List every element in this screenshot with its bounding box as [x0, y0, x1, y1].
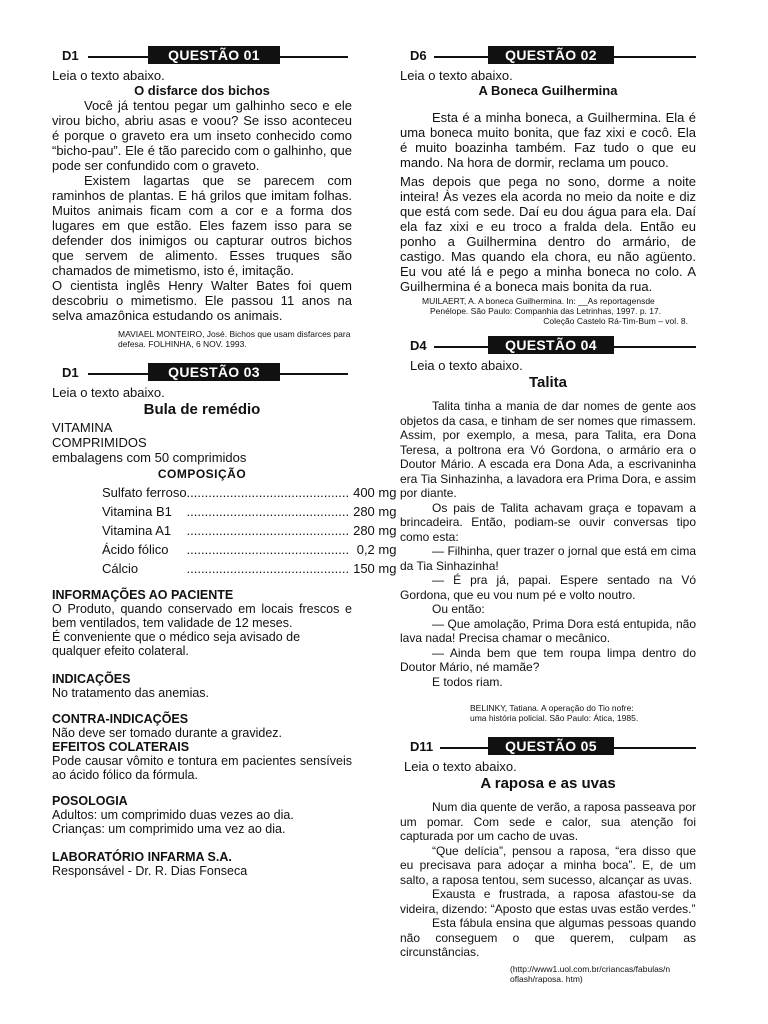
section-text: O Produto, quando conservado em locais frescos e bem ventilados, tem validade de 12 meses. — [52, 602, 352, 630]
dialogue-line: — Ainda bem que tem roupa limpa dentro do Doutor Mário, né mamãe? — [400, 645, 696, 674]
section-text: No tratamento das anemias. — [52, 686, 210, 700]
section-heading: EFEITOS COLATERAIS — [52, 740, 190, 754]
header-rule — [614, 56, 696, 58]
section-text: Não deve ser tomado durante a gravidez. — [52, 726, 282, 740]
question-header — [400, 336, 696, 356]
question-01 — [52, 46, 352, 349]
dot-leader: ............................................. — [186, 485, 350, 500]
instruction: Leia o texto abaixo. — [400, 68, 513, 83]
ingredient-amount: 400 mg — [353, 485, 397, 500]
ingredient-amount: 280 mg — [353, 504, 397, 519]
ingredient-name: Sulfato ferroso — [102, 485, 187, 500]
question-number-bar: QUESTÃO 04 — [488, 336, 614, 354]
question-05 — [400, 737, 696, 984]
descriptor-code: D6 — [410, 48, 427, 63]
left-column — [52, 46, 397, 878]
text-title: A Boneca Guilhermina — [478, 83, 618, 98]
header-rule — [280, 373, 348, 375]
text-title: O disfarce dos bichos — [134, 83, 270, 98]
question-03 — [52, 363, 397, 878]
descriptor-code: D1 — [62, 48, 79, 63]
source-reference: (http://www1.uol.com.br/criancas/fabulas/n — [510, 963, 671, 974]
source-reference: uma história policial. São Paulo: Ática, 1985. — [470, 713, 639, 723]
right-column — [400, 46, 696, 984]
instruction: Leia o texto abaixo. — [52, 68, 165, 83]
ingredient-name: Ácido fólico — [102, 542, 169, 557]
text-title: Bula de remédio — [143, 401, 261, 418]
composition-title: COMPOSIÇÃO — [157, 467, 247, 481]
section-text: Crianças: um comprimido uma vez ao dia. — [52, 822, 286, 836]
section-text: Adultos: um comprimido duas vezes ao dia. — [52, 808, 294, 822]
source-reference: Coleção Castelo Rá-Tim-Bum – vol. 8. — [543, 316, 688, 326]
header-rule — [614, 747, 696, 749]
question-header — [400, 46, 696, 66]
talita-text — [400, 399, 696, 689]
dot-leader: ............................................. — [186, 523, 350, 538]
composition-row — [102, 540, 396, 559]
source-reference: oflash/raposa. htm) — [510, 973, 583, 984]
ingredient-name: Vitamina B1 — [102, 504, 172, 519]
header-rule — [280, 56, 348, 58]
ingredient-amount: 280 mg — [353, 523, 397, 538]
paragraph: Ou então: — [432, 602, 485, 616]
composition-table — [102, 483, 396, 578]
composition-row — [102, 502, 396, 521]
ingredient-amount: 0,2 mg — [356, 542, 397, 557]
section-heading: INDICAÇÕES — [52, 672, 131, 686]
paragraph: Esta é a minha boneca, a Guilhermina. Ela é uma boneca muito bonita, que faz xixi e cocô. Ela é muito boazinha também. Faz tudo o que eu mando. Na hora de dormir, reclama um pouco. — [400, 110, 696, 170]
paragraph: “Que delícia”, pensou a raposa, “era disso que eu precisava para adoçar a minha boca”. E, de um salto, a raposa tentou, sem sucesso, alcançar as uvas. — [400, 843, 696, 887]
instruction: Leia o texto abaixo. — [404, 759, 517, 774]
source-reference: BELINKY, Tatiana. A operação do Tio nofre: — [470, 703, 634, 713]
question-02 — [400, 46, 696, 326]
composition-row — [102, 483, 396, 502]
source-reference: Penélope. São Paulo: Companhia das Letrinhas, 1997. p. 17. — [430, 306, 662, 316]
paragraph: Você já tentou pegar um galhinho seco e ele virou bicho, abriu asas e voou? Se isso aconteceu é porque o graveto era um inseto conhecido como “bicho-pau”. Ele é tão parecido com o galhinho, que pode ser confundido com o graveto. — [52, 98, 352, 173]
header-rule — [440, 747, 488, 749]
header-rule — [434, 56, 488, 58]
label-line: VITAMINA — [52, 420, 113, 435]
paragraph: O cientista inglês Henry Walter Bates foi quem descobriu o mimetismo. Ele passou 11 anos na selva amazônica estudando os animais. — [52, 278, 352, 323]
instruction: Leia o texto abaixo. — [52, 385, 165, 400]
composition-row — [102, 521, 396, 540]
header-rule — [434, 346, 488, 348]
dot-leader: ............................................. — [186, 504, 350, 519]
paragraph: E todos riam. — [432, 674, 503, 689]
question-number-bar: QUESTÃO 05 — [488, 737, 614, 755]
ingredient-name: Cálcio — [102, 561, 139, 576]
question-header — [400, 737, 696, 757]
descriptor-code: D1 — [62, 365, 79, 380]
ingredient-name: Vitamina A1 — [102, 523, 172, 538]
source-reference: MAVIAEL MONTEIRO, José. Bichos que usam disfarces para defesa. FOLHINHA, 6 NOV. 1993. — [118, 329, 351, 349]
dialogue-line: — Que amolação, Prima Dora está entupida, não lava nada! Precisa chamar o mecânico. — [400, 616, 696, 645]
question-number-bar: QUESTÃO 02 — [488, 46, 614, 64]
label-line: COMPRIMIDOS — [52, 435, 147, 450]
question-header — [52, 363, 352, 383]
section-text: Pode causar vômito e tontura em pacientes sensíveis ao ácido fólico da fórmula. — [52, 754, 352, 782]
paragraph: Existem lagartas que se parecem com raminhos de plantas. E há grilos que imitam folhas. Muitos animais ficam com a cor e a forma dos lugares em que estão. Eles fazem isso para se defender dos inimigos ou capturar outros bichos que servem de alimento. Esses truques são chamados de mimetismo, isto é, imitação. — [52, 173, 352, 278]
paragraph: Exausta e frustrada, a raposa afastou-se da videira, dizendo: “Aposto que estas uvas estão verdes.” — [400, 887, 696, 916]
section-text: Responsável - Dr. R. Dias Fonseca — [52, 864, 248, 878]
dialogue-line: — É pra já, papai. Espere sentado na Vó Gordona, que eu vou num pé e volto noutro. — [400, 573, 696, 602]
question-04 — [400, 336, 696, 723]
ingredient-amount: 150 mg — [353, 561, 397, 576]
dot-leader: ............................................. — [186, 561, 350, 576]
section-text: É conveniente que o médico seja avisado de qualquer efeito colateral. — [52, 630, 301, 658]
instruction: Leia o texto abaixo. — [410, 358, 523, 373]
text-title: Talita — [528, 374, 568, 391]
dot-leader: ............................................. — [186, 542, 350, 557]
source-reference: MUILAERT, A. A boneca Guilhermina. In: __As reportagensde — [422, 296, 655, 306]
question-header — [52, 46, 352, 66]
paragraph: Talita tinha a mania de dar nomes de gente aos objetos da casa, e tinham de ser nomes que rimassem. Assim, por exemplo, a mesa, para Talita, era Dona Teresa, a poltrona era Vó Gordona, o armário era o Doutor Mário. A escada era Dona Ada, a escrivaninha era Tia Sinhazinha, a lavadora era Prima Dora, e assim por diante. — [400, 399, 696, 500]
descriptor-code: D11 — [410, 739, 434, 754]
header-rule — [88, 373, 148, 375]
dialogue-line: — Filhinha, quer trazer o jornal que está em cima da Tia Sinhazinha! — [400, 544, 696, 573]
text-title: A raposa e as uvas — [480, 775, 616, 792]
section-heading: CONTRA-INDICAÇÕES — [52, 712, 189, 726]
descriptor-code: D4 — [410, 338, 427, 353]
question-number-bar: QUESTÃO 01 — [148, 46, 280, 64]
label-line: embalagens com 50 comprimidos — [52, 450, 247, 465]
section-heading: POSOLOGIA — [52, 794, 128, 808]
header-rule — [614, 346, 696, 348]
composition-row — [102, 559, 396, 578]
header-rule — [88, 56, 148, 58]
paragraph: Num dia quente de verão, a raposa passeava por um pomar. Com sede e calor, sua atenção foi capturada por um cacho de uvas. — [400, 800, 696, 843]
paragraph: Os pais de Talita achavam graça e topavam a brincadeira. Então, podiam-se ouvir conversas tipo como esta: — [400, 500, 696, 544]
paragraph: Mas depois que pega no sono, dorme a noite inteira! Às vezes ela acorda no meio da noite e diz que está com sede. Daí eu dou água para ela. Daí ela faz xixi e eu troco a fralda dela. Então eu ponho a Guilhermina dentro do armário, de castigo. Mas quando ela chora, eu não agüento. Eu vou até lá e pego a minha boneca no colo. A Guilhermina é a boneca mais bonita da rua. — [400, 174, 696, 294]
section-heading: INFORMAÇÕES AO PACIENTE — [52, 588, 234, 602]
section-heading: LABORATÓRIO INFARMA S.A. — [52, 850, 232, 864]
paragraph: Esta fábula ensina que algumas pessoas quando não conseguem o que querem, culpam as circunstâncias. — [400, 916, 696, 959]
question-number-bar: QUESTÃO 03 — [148, 363, 280, 381]
